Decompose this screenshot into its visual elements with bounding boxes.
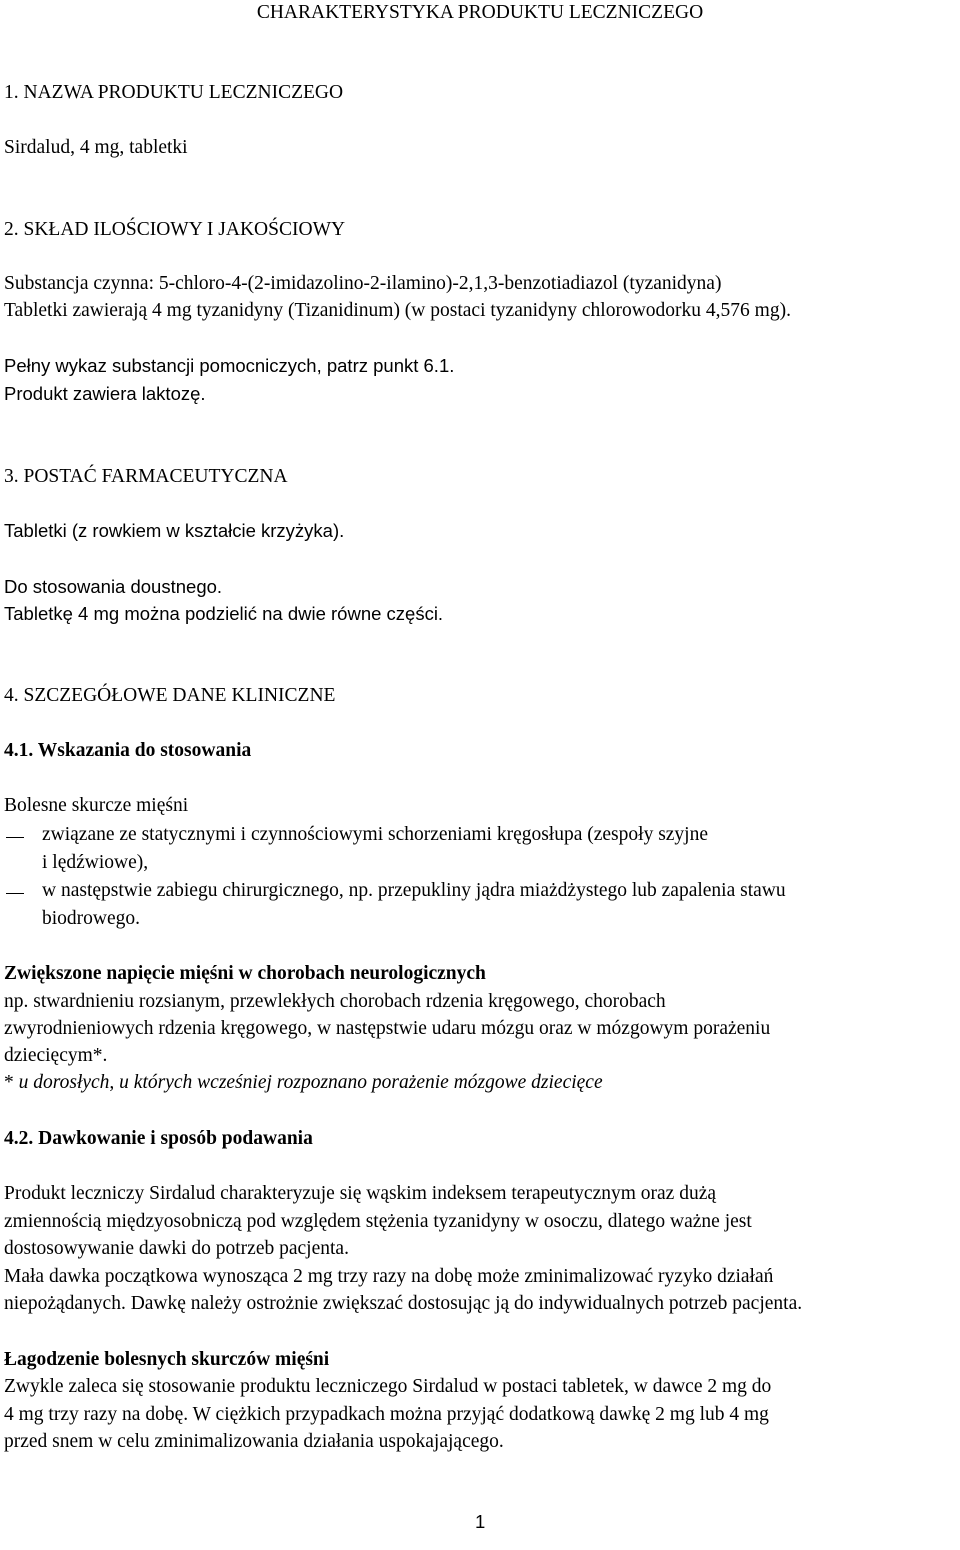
dosing-line-2: zmiennością międzyosobniczą pod względem stężenia tyzanidyny w osoczu, dlatego ważne jest — [4, 1211, 752, 1232]
indication-bullet-2-cont: biodrowego. — [42, 908, 141, 929]
footnote-text: u dorosłych, u których wcześniej rozpoznano porażenie mózgowe dziecięce — [13, 1072, 603, 1093]
tablet-content: Tabletki zawierają 4 mg tyzanidyny (Tizanidinum) (w postaci tyzanidyny chlorowodorku 4,576 mg). — [4, 300, 791, 321]
dosing-line-4: Mała dawka początkowa wynosząca 2 mg trzy razy na dobę może zminimalizować ryzyko działań — [4, 1266, 774, 1287]
page-number: 1 — [475, 1511, 486, 1532]
section-1-heading: 1. NAZWA PRODUKTU LECZNICZEGO — [4, 82, 344, 103]
relief-heading: Łagodzenie bolesnych skurczów mięśni — [4, 1349, 330, 1370]
relief-line-1: Zwykle zaleca się stosowanie produktu leczniczego Sirdalud w postaci tabletek, w dawce 2 mg do — [4, 1376, 772, 1397]
muscle-tone-heading: Zwiększone napięcie mięśni w chorobach neurologicznych — [4, 963, 486, 984]
muscle-tone-line-1: np. stwardnieniu rozsianym, przewlekłych chorobach rdzenia kręgowego, chorobach — [4, 991, 666, 1012]
subsection-4-1-heading: 4.1. Wskazania do stosowania — [4, 740, 252, 761]
footnote — [4, 1073, 603, 1093]
active-substance: Substancja czynna: 5-chloro-4-(2-imidazolino-2-ilamino)-2,1,3-benzotiadiazol (tyzanidyna) — [4, 273, 722, 294]
section-2-heading: 2. SKŁAD ILOŚCIOWY I JAKOŚCIOWY — [4, 219, 346, 240]
document-title: CHARAKTERYSTYKA PRODUKTU LECZNICZEGO — [256, 2, 704, 23]
bullet-dash — [6, 837, 24, 838]
muscle-tone-line-2: zwyrodnieniowych rdzenia kręgowego, w następstwie udaru mózgu oraz w mózgowym porażeniu — [4, 1018, 771, 1039]
form-description: Tabletki (z rowkiem w kształcie krzyżyka). — [4, 520, 345, 541]
product-name: Sirdalud, 4 mg, tabletki — [4, 137, 188, 158]
section-3-heading: 3. POSTAĆ FARMACEUTYCZNA — [4, 466, 288, 487]
dosing-line-1: Produkt leczniczy Sirdalud charakteryzuje się wąskim indeksem terapeutycznym oraz dużą — [4, 1183, 717, 1204]
subsection-4-2-heading: 4.2. Dawkowanie i sposób podawania — [4, 1128, 313, 1149]
dosing-line-3: dostosowywanie dawki do potrzeb pacjenta. — [4, 1238, 349, 1259]
section-4-heading: 4. SZCZEGÓŁOWE DANE KLINICZNE — [4, 685, 336, 706]
lactose-note: Produkt zawiera laktozę. — [4, 383, 206, 404]
indication-bullet-2: w następstwie zabiegu chirurgicznego, np. przepukliny jądra miażdżystego lub zapalenia stawu — [42, 880, 786, 901]
indication-bullet-1-cont: i lędźwiowe), — [42, 852, 149, 873]
painful-spasms-heading: Bolesne skurcze mięśni — [4, 795, 189, 816]
footnote-mark: * — [4, 1072, 14, 1093]
dosing-line-5: niepożądanych. Dawkę należy ostrożnie zwiększać dostosując ją do indywidualnych potrzeb pacjenta. — [4, 1293, 803, 1314]
bullet-dash — [6, 893, 24, 894]
route-of-administration: Do stosowania doustnego. — [4, 576, 223, 597]
relief-line-3: przed snem w celu zminimalizowania działania uspokajającego. — [4, 1431, 504, 1452]
relief-line-2: 4 mg trzy razy na dobę. W ciężkich przypadkach można przyjąć dodatkową dawkę 2 mg lub 4 mg — [4, 1404, 769, 1425]
tablet-division-note: Tabletkę 4 mg można podzielić na dwie równe części. — [4, 603, 444, 624]
muscle-tone-line-3: dziecięcym*. — [4, 1045, 108, 1066]
excipients-reference: Pełny wykaz substancji pomocniczych, patrz punkt 6.1. — [4, 355, 455, 376]
indication-bullet-1: związane ze statycznymi i czynnościowymi schorzeniami kręgosłupa (zespoły szyjne — [42, 824, 709, 845]
